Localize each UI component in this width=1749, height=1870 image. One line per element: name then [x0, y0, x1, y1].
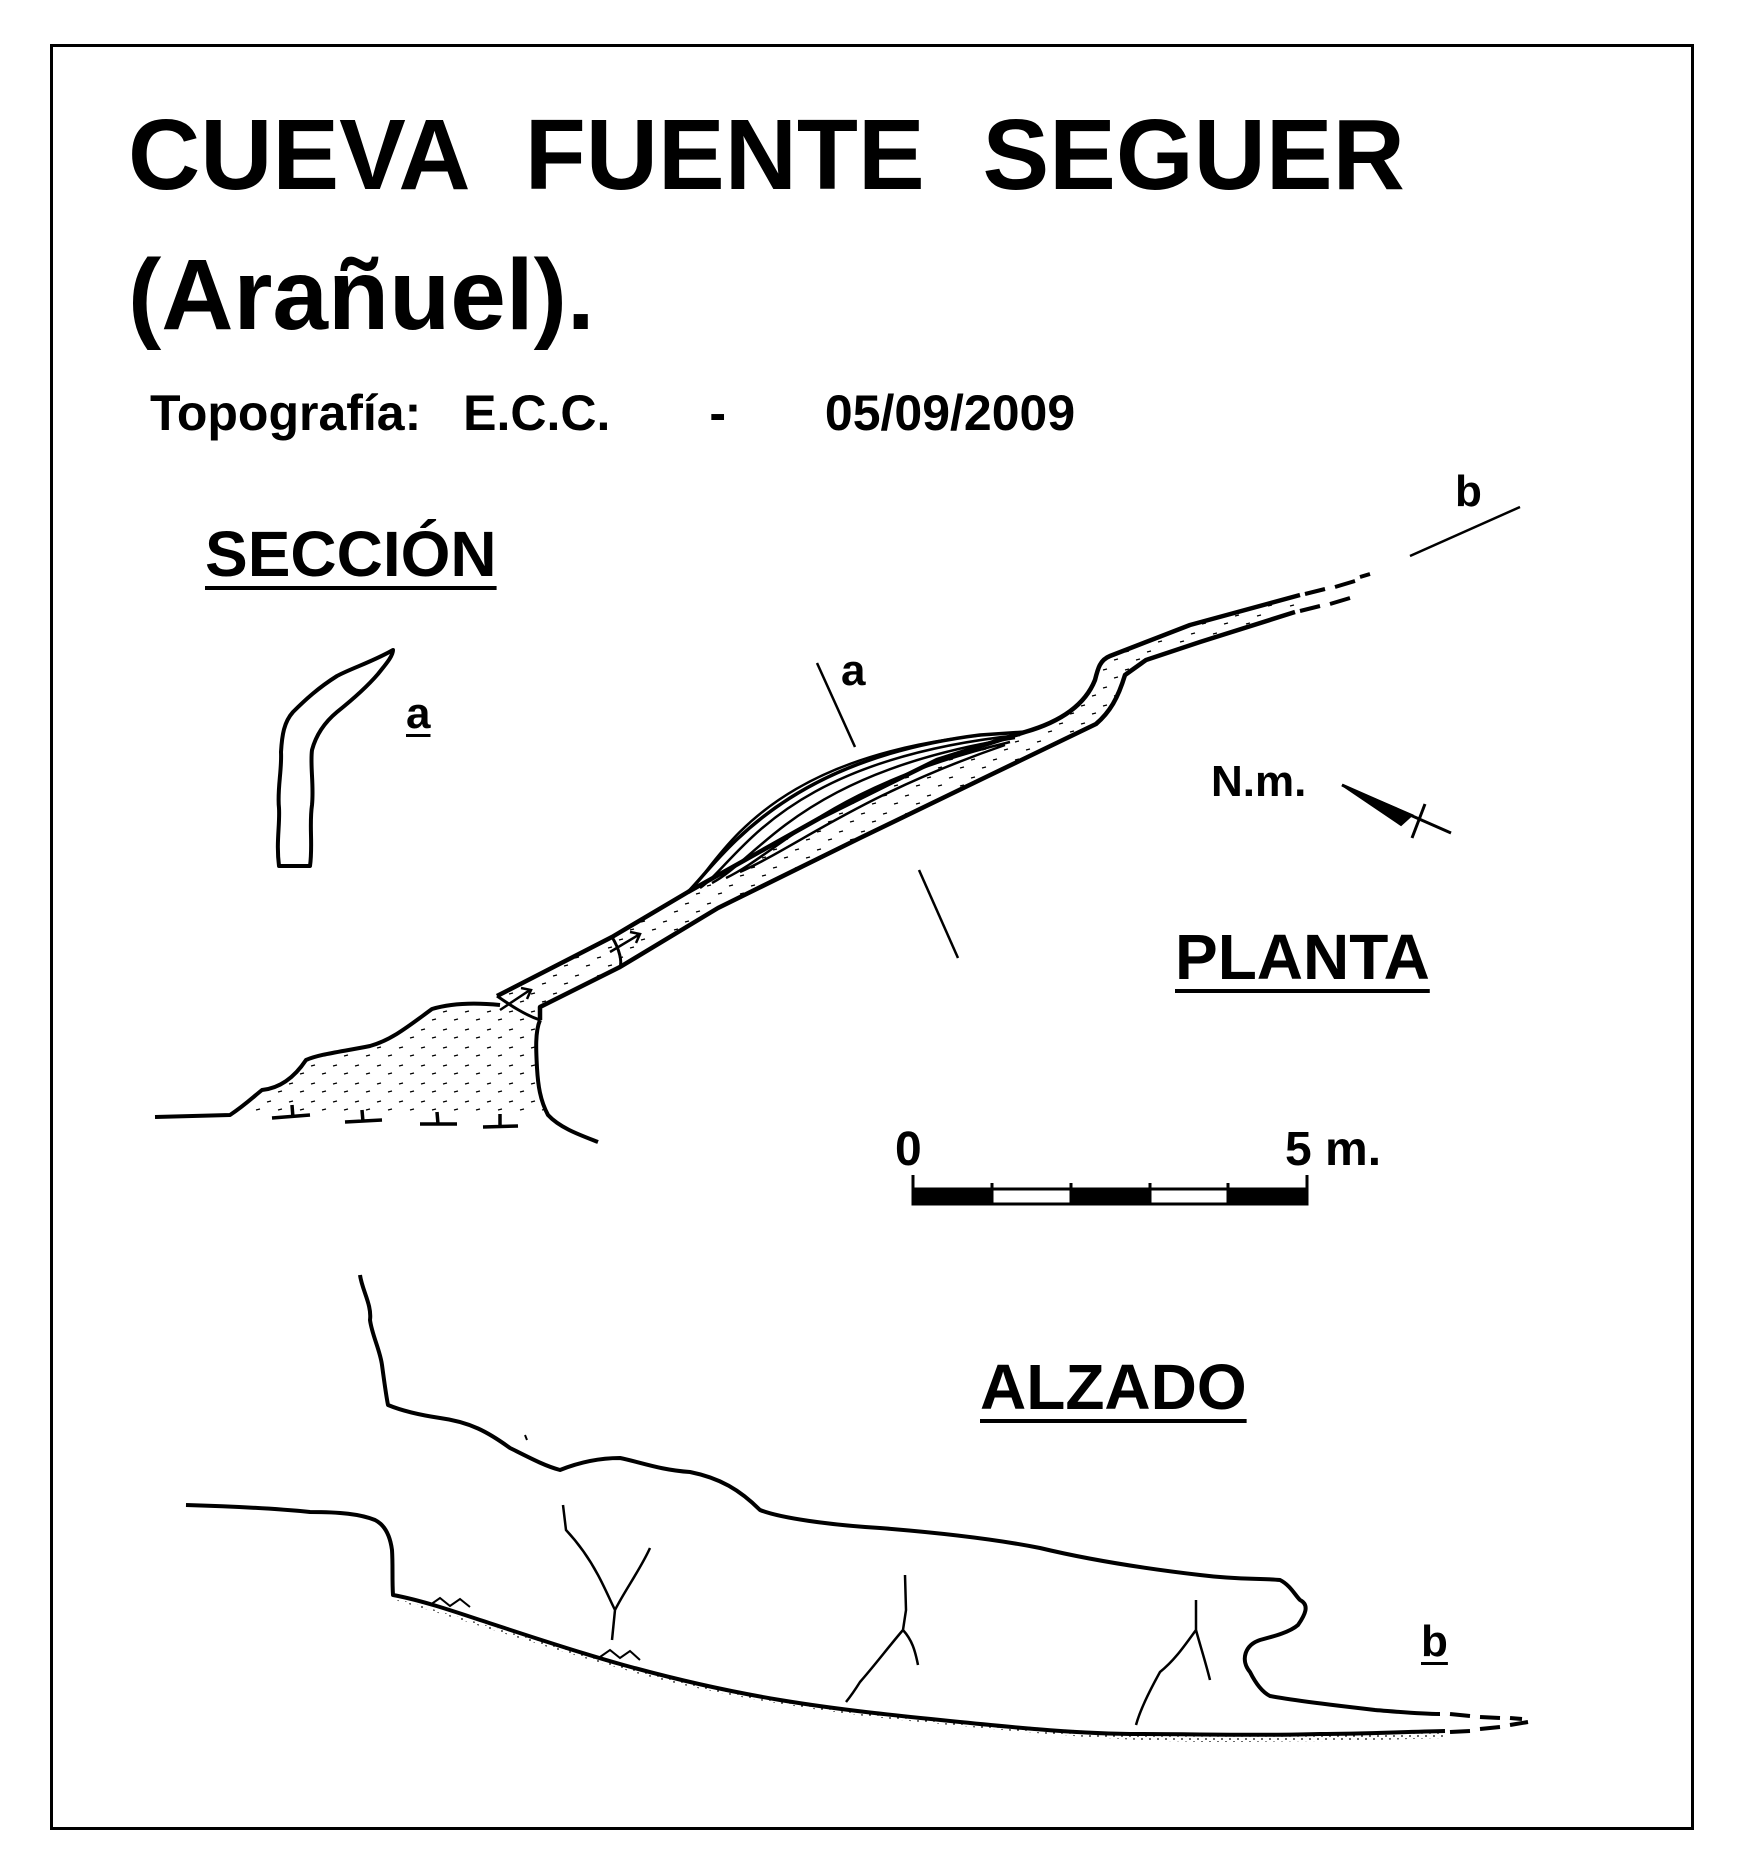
- elevation-heading: ALZADO: [980, 1351, 1247, 1423]
- credit-separator: -: [709, 385, 726, 441]
- north-label: N.m.: [1211, 757, 1307, 806]
- credit-author: E.C.C.: [463, 385, 611, 441]
- elevation-profile: [186, 1275, 1528, 1742]
- scale-start-label: 0: [895, 1123, 922, 1176]
- section-heading: SECCIÓN: [205, 518, 497, 590]
- plan-cut-a-label: a: [841, 646, 866, 695]
- cave-title: CUEVA FUENTE SEGUER: [128, 99, 1405, 211]
- scale-bar: [913, 1175, 1307, 1204]
- plan-main-passage: [497, 574, 1370, 1020]
- credit-label: Topografía:: [150, 385, 422, 441]
- section-a-label: a: [406, 689, 431, 738]
- plan-entrance-talus: [155, 1004, 598, 1142]
- scale-end-label: 5 m.: [1285, 1123, 1382, 1176]
- credit-date: 05/09/2009: [824, 385, 1076, 441]
- plan-cut-lines: [817, 507, 1520, 958]
- north-arrow-icon: [1342, 785, 1451, 838]
- plan-heading: PLANTA: [1175, 921, 1430, 993]
- section-a-profile: [278, 650, 393, 866]
- plan-cut-b-label: b: [1455, 467, 1482, 516]
- cave-subtitle: (Arañuel).: [128, 239, 595, 351]
- elevation-b-label: b: [1421, 1617, 1448, 1666]
